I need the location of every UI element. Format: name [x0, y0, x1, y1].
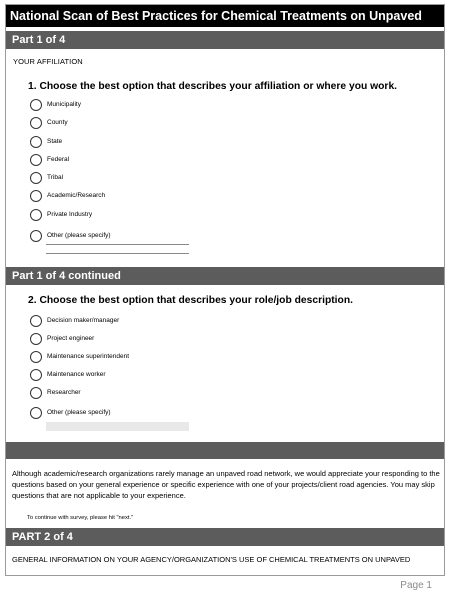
- option-label: Tribal: [47, 174, 64, 181]
- other-role-specify-input[interactable]: [46, 422, 189, 431]
- radio-button[interactable]: [30, 230, 42, 242]
- part1-header: Part 1 of 4: [6, 31, 444, 49]
- radio-button[interactable]: [30, 369, 42, 381]
- radio-button[interactable]: [30, 387, 42, 399]
- radio-button[interactable]: [30, 351, 42, 363]
- academic-notice-text: Although academic/research organizations rarely manage an unpaved road network, we would appreciate your responding to the questions based on your general experience or specific experience with one of your projects/client road agencies. You may skip questions that are not applicable to your experience.: [12, 469, 440, 500]
- continue-instruction: To continue with survey, please hit "next.": [27, 515, 134, 521]
- radio-button[interactable]: [30, 154, 42, 166]
- option-label: Researcher: [47, 389, 81, 396]
- option-label: Project engineer: [47, 335, 95, 342]
- page-number: Page 1: [400, 580, 432, 591]
- option-other[interactable]: [30, 229, 111, 242]
- option-label: County: [47, 119, 68, 126]
- option-label: Municipality: [47, 101, 81, 108]
- other-specify-input[interactable]: [46, 244, 189, 254]
- radio-button[interactable]: [30, 407, 42, 419]
- option-federal[interactable]: [30, 153, 69, 166]
- option-label: Private Industry: [47, 211, 93, 218]
- radio-button[interactable]: [30, 99, 42, 111]
- affiliation-section-label: YOUR AFFILIATION: [13, 57, 83, 66]
- option-county[interactable]: [30, 116, 68, 129]
- option-label: Maintenance worker: [47, 371, 106, 378]
- survey-page: [5, 4, 445, 576]
- part2-header: PART 2 of 4: [6, 528, 444, 546]
- question-2: 2. Choose the best option that describes your role/job description.: [28, 295, 353, 306]
- section-divider: [6, 442, 444, 459]
- part2-description: GENERAL INFORMATION ON YOUR AGENCY/ORGANIZATION'S USE OF CHEMICAL TREATMENTS ON UNPAVED: [12, 555, 411, 564]
- radio-button[interactable]: [30, 333, 42, 345]
- radio-button[interactable]: [30, 315, 42, 327]
- option-label: State: [47, 138, 63, 145]
- option-label: Academic/Research: [47, 192, 106, 199]
- option-other-role[interactable]: [30, 406, 111, 419]
- option-decision-maker[interactable]: [30, 314, 119, 327]
- option-state[interactable]: [30, 135, 62, 148]
- option-academic-research[interactable]: [30, 189, 105, 202]
- option-private-industry[interactable]: [30, 208, 92, 221]
- option-label: Decision maker/manager: [47, 317, 120, 324]
- option-project-engineer[interactable]: [30, 332, 94, 345]
- radio-button[interactable]: [30, 209, 42, 221]
- radio-button[interactable]: [30, 117, 42, 129]
- option-label: Federal: [47, 156, 70, 163]
- option-municipality[interactable]: [30, 98, 81, 111]
- option-researcher[interactable]: [30, 386, 81, 399]
- option-label: Maintenance superintendent: [47, 353, 130, 360]
- radio-button[interactable]: [30, 190, 42, 202]
- radio-button[interactable]: [30, 172, 42, 184]
- radio-button[interactable]: [30, 136, 42, 148]
- option-label: Other (please specify): [47, 232, 111, 239]
- part1-continued-header: Part 1 of 4 continued: [6, 267, 444, 285]
- option-maintenance-superintendent[interactable]: [30, 350, 129, 363]
- question-1: 1. Choose the best option that describes your affiliation or where you work.: [28, 81, 398, 92]
- option-maintenance-worker[interactable]: [30, 368, 106, 381]
- option-label: Other (please specify): [47, 409, 111, 416]
- option-tribal[interactable]: [30, 171, 63, 184]
- survey-title: National Scan of Best Practices for Chemical Treatments on Unpaved: [6, 5, 444, 27]
